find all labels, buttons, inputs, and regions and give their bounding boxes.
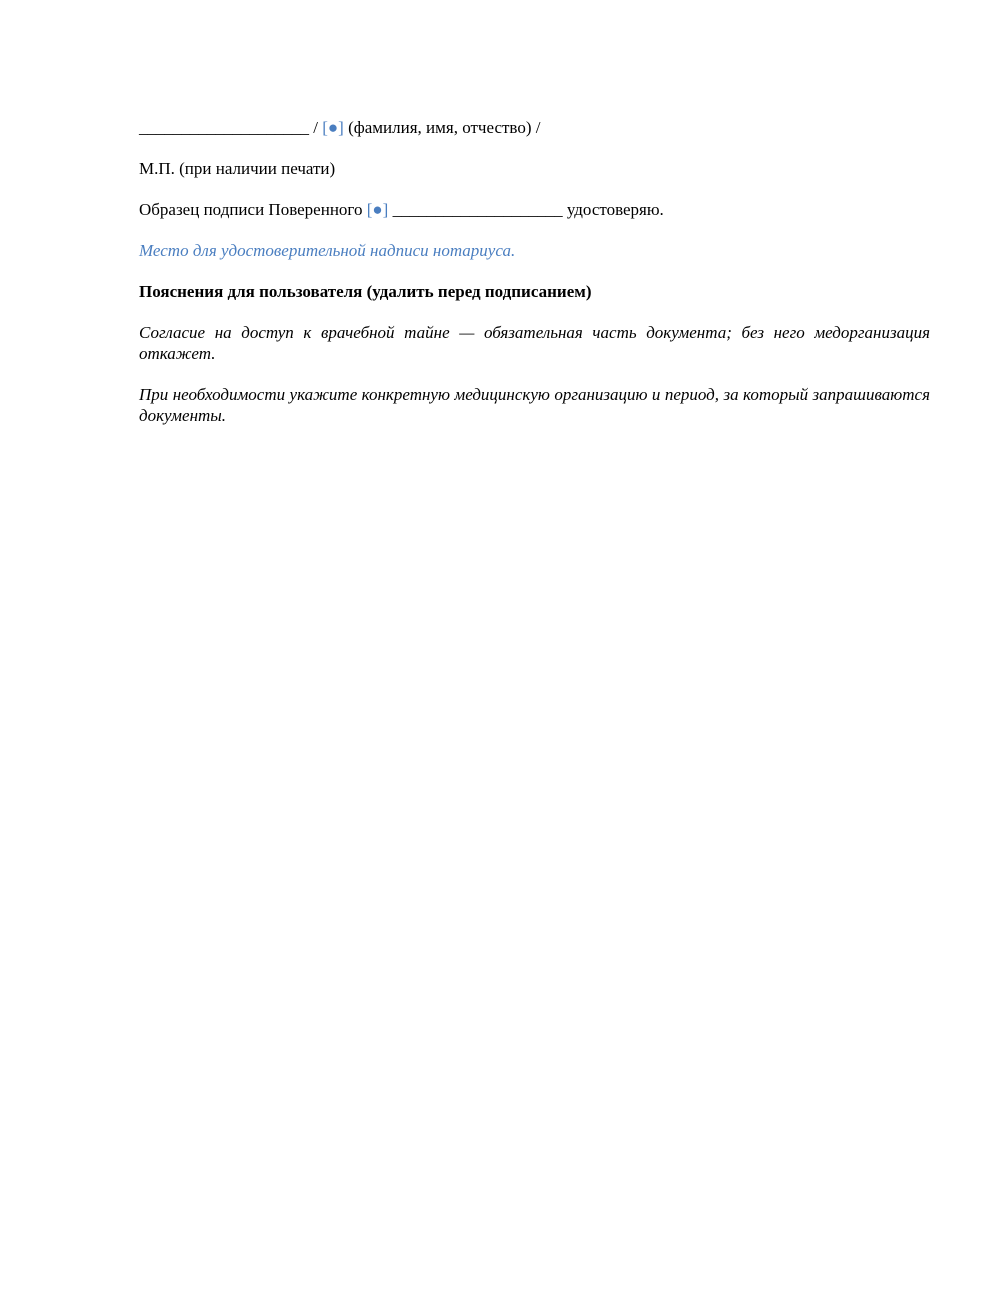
user-notes-heading: Пояснения для пользователя (удалить перед подписанием) [139,282,592,301]
signature-separator: / [309,118,323,137]
signature-name-label: (фамилия, имя, отчество) / [343,118,541,137]
notary-place: Место для удостоверительной надписи нотариуса. [139,241,516,260]
sample-signature-line [139,199,930,220]
user-note-2: При необходимости укажите конкретную медицинскую организацию и период, за который запрашиваются документы. [139,385,935,425]
signature-line [139,117,930,138]
sample-signature-blank: ____________________ [388,200,563,219]
document-page [139,117,935,446]
signature-blank: ____________________ [139,118,309,137]
sample-signature-prefix: Образец подписи Поверенного [139,200,367,219]
user-note-1: Согласие на доступ к врачебной тайне — обязательная часть документа; без него медорганизация откажет. [139,323,935,363]
sample-signature-suffix: удостоверяю. [562,200,664,219]
stamp-line: М.П. (при наличии печати) [139,159,336,178]
attorney-placeholder: [●] [366,200,389,219]
name-placeholder: [●] [322,118,344,137]
